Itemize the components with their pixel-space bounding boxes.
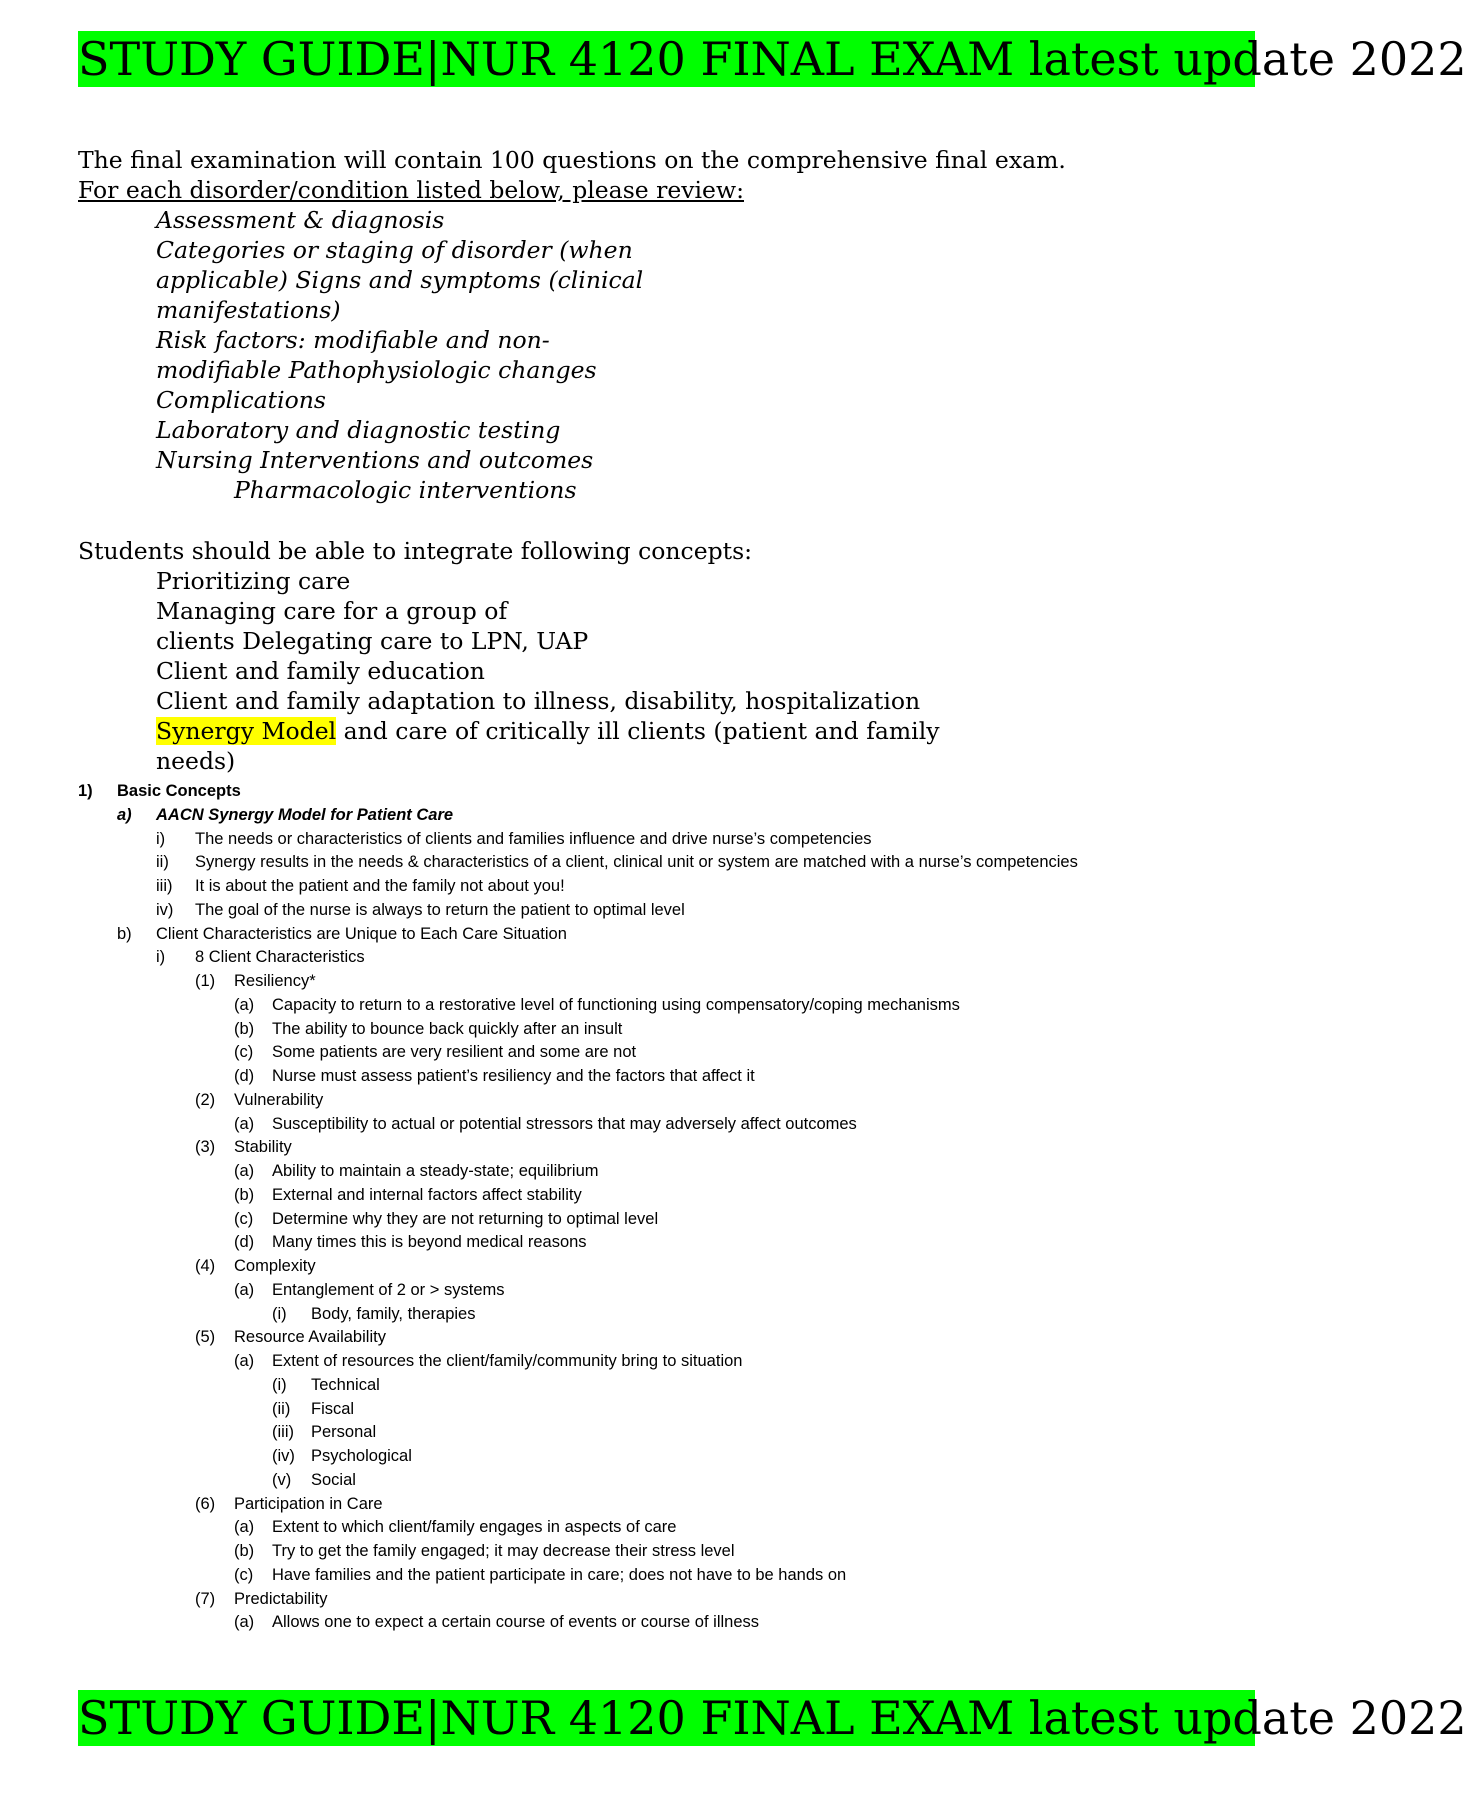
outline-marker: (a) [234,1352,255,1370]
outline-item [272,1446,1240,1466]
outline-marker: a) [117,805,132,824]
outline-marker: (iv) [272,1447,295,1465]
outline-text: The goal of the nurse is always to return the patient to optimal level [195,900,685,919]
outline-marker: ii) [156,853,169,872]
synergy-rest: and care of critically ill clients (patient and family [336,717,940,745]
outline-text: Fiscal [311,1399,355,1418]
outline-item [234,1066,1240,1086]
outline-text: The ability to bounce back quickly after an insult [272,1019,623,1038]
outline-marker: (b) [234,1185,255,1204]
outline-item [234,1161,1240,1181]
footer-banner [78,1690,1467,1746]
outline-marker: (v) [272,1470,292,1489]
outline-text: The needs or characteristics of clients and families influence and drive nurse’s competencies [195,829,872,848]
outline-item [195,971,1240,991]
outline-text: Technical [311,1375,380,1394]
outline-marker: (3) [195,1138,216,1157]
outline-text: Stability [234,1138,292,1157]
review-line: Risk factors: modifiable and non- [156,326,550,354]
banner-title: STUDY GUIDE|NUR 4120 FINAL EXAM latest update 2022 [78,1691,1467,1745]
outline-marker: (c) [234,1209,254,1228]
outline-marker: (a) [234,1162,255,1180]
outline-text: Some patients are very resilient and some are not [272,1043,637,1062]
outline-item [156,900,1240,920]
outline-text: Synergy results in the needs & characteristics of a client, clinical unit or system are matched with a nurse’s competencies [195,853,1078,872]
outline-item [195,1137,1240,1157]
outline-marker: (a) [234,1280,255,1299]
outline-marker: b) [117,924,132,943]
outline-text: It is about the patient and the family not about you! [195,877,565,895]
outline-item [272,1399,1240,1419]
outline-item [272,1422,1240,1442]
outline-marker: (1) [195,972,216,990]
outline-text: Predictability [234,1589,328,1608]
outline-text: Extent of resources the client/family/community bring to situation [272,1352,743,1370]
synergy-line-cont: needs) [156,747,236,775]
outline-item [195,1589,1240,1609]
outline-text: Body, family, therapies [311,1304,476,1323]
outline-text: Personal [311,1423,377,1442]
concept-line: Managing care for a group of [156,597,508,625]
concept-line: Client and family education [156,657,485,685]
outline-marker: (a) [234,995,255,1014]
outline-marker: (iii) [272,1423,294,1442]
outline-text: Client Characteristics are Unique to Each Care Situation [156,924,567,943]
outline-item [195,1256,1240,1276]
outline-text: AACN Synergy Model for Patient Care [156,805,454,824]
outline-text: Extent to which client/family engages in aspects of care [272,1518,677,1537]
outline-text: Entanglement of 2 or > systems [272,1280,505,1299]
concepts-heading: Students should be able to integrate following concepts: [78,537,753,565]
outline-item [156,829,1240,849]
outline-marker: (6) [195,1494,216,1513]
outline-item [156,947,1240,967]
outline-text: 8 Client Characteristics [195,948,365,967]
synergy-highlight: Synergy Model [156,717,337,745]
review-line: Nursing Interventions and outcomes [156,446,594,474]
outline-item [234,1232,1240,1252]
outline-item [234,1185,1240,1205]
review-line: modifiable Pathophysiologic changes [156,356,597,384]
outline-item [195,1327,1240,1347]
outline-item [272,1304,1240,1324]
outline-item [234,1280,1240,1300]
outline-item [195,1494,1240,1514]
outline-text: Susceptibility to actual or potential stressors that may adversely affect outcomes [272,1114,857,1133]
synergy-line [156,716,940,746]
outline-item [234,1114,1240,1134]
outline-marker: (a) [234,1114,255,1133]
outline-item [234,1209,1240,1229]
outline-marker: iii) [156,877,173,895]
outline-text: Allows one to expect a certain course of events or course of illness [272,1613,759,1632]
outline-text: Try to get the family engaged; it may decrease their stress level [272,1542,735,1560]
outline-text: External and internal factors affect stability [272,1185,582,1204]
review-line: Laboratory and diagnostic testing [156,416,561,444]
review-line: manifestations) [156,296,341,324]
outline-item [272,1470,1240,1490]
outline-text: Resource Availability [234,1328,386,1347]
outline-item [234,995,1240,1015]
outline-marker: (2) [195,1090,216,1109]
outline-marker: (d) [234,1233,255,1252]
outline-item [234,1565,1240,1585]
outline-marker: i) [156,829,166,848]
outline-marker: (5) [195,1328,216,1347]
review-heading: For each disorder/condition listed below, please review: [78,176,744,204]
banner-title: STUDY GUIDE|NUR 4120 FINAL EXAM latest update 2022 [78,32,1467,86]
header-banner [78,31,1467,87]
outline-marker: (i) [272,1375,287,1394]
outline-item [195,1090,1240,1110]
outline-text: Capacity to return to a restorative level of functioning using compensatory/coping mechanisms [272,995,960,1014]
outline-item [234,1042,1240,1062]
outline-marker: (i) [272,1304,287,1323]
concept-line: clients Delegating care to LPN, UAP [156,627,589,655]
review-line: Categories or staging of disorder (when [156,236,633,264]
concept-line: Prioritizing care [156,567,351,595]
outline-item [117,805,1240,825]
outline-marker: (c) [234,1565,254,1584]
outline-text: Have families and the patient participate in care; does not have to be hands on [272,1565,847,1584]
outline-item [117,924,1240,944]
review-line: Complications [156,386,326,414]
outline-marker: (c) [234,1043,254,1062]
review-line: Assessment & diagnosis [156,206,445,234]
outline-text: Many times this is beyond medical reasons [272,1233,587,1252]
pharm-line: Pharmacologic interventions [234,476,577,504]
outline-marker: (ii) [272,1399,291,1418]
outline-item [234,1019,1240,1039]
outline-text: Ability to maintain a steady-state; equilibrium [272,1162,599,1180]
outline-text: Determine why they are not returning to optimal level [272,1209,659,1228]
outline-item [234,1612,1240,1632]
outline-marker: (7) [195,1589,216,1608]
outline-marker: i) [156,948,166,967]
outline-text: Psychological [311,1447,412,1465]
outline-marker: 1) [78,782,93,800]
outline-item [234,1541,1240,1561]
outline-text: Resiliency* [234,972,316,990]
outline-item [156,876,1240,896]
outline-text: Vulnerability [234,1090,324,1109]
outline-text: Participation in Care [234,1494,383,1513]
outline-marker: iv) [156,900,174,919]
outline-text: Complexity [234,1257,316,1275]
outline-text: Social [311,1470,356,1489]
outline-marker: (4) [195,1257,216,1275]
outline-marker: (b) [234,1019,255,1038]
outline-marker: (d) [234,1067,255,1085]
outline-item [234,1351,1240,1371]
outline-marker: (b) [234,1542,255,1560]
outline-text: Basic Concepts [117,782,241,800]
outline-item [78,781,1240,801]
outline-marker: (a) [234,1518,255,1537]
concept-line: Client and family adaptation to illness, disability, hospitalization [156,687,921,715]
intro-line: The final examination will contain 100 questions on the comprehensive final exam. [78,146,1066,174]
outline-item [156,852,1240,872]
outline-item [234,1517,1240,1537]
outline-text: Nurse must assess patient’s resiliency and the factors that affect it [272,1067,755,1085]
review-line: applicable) Signs and symptoms (clinical [156,266,644,294]
outline-marker: (a) [234,1613,255,1632]
outline-item [272,1375,1240,1395]
